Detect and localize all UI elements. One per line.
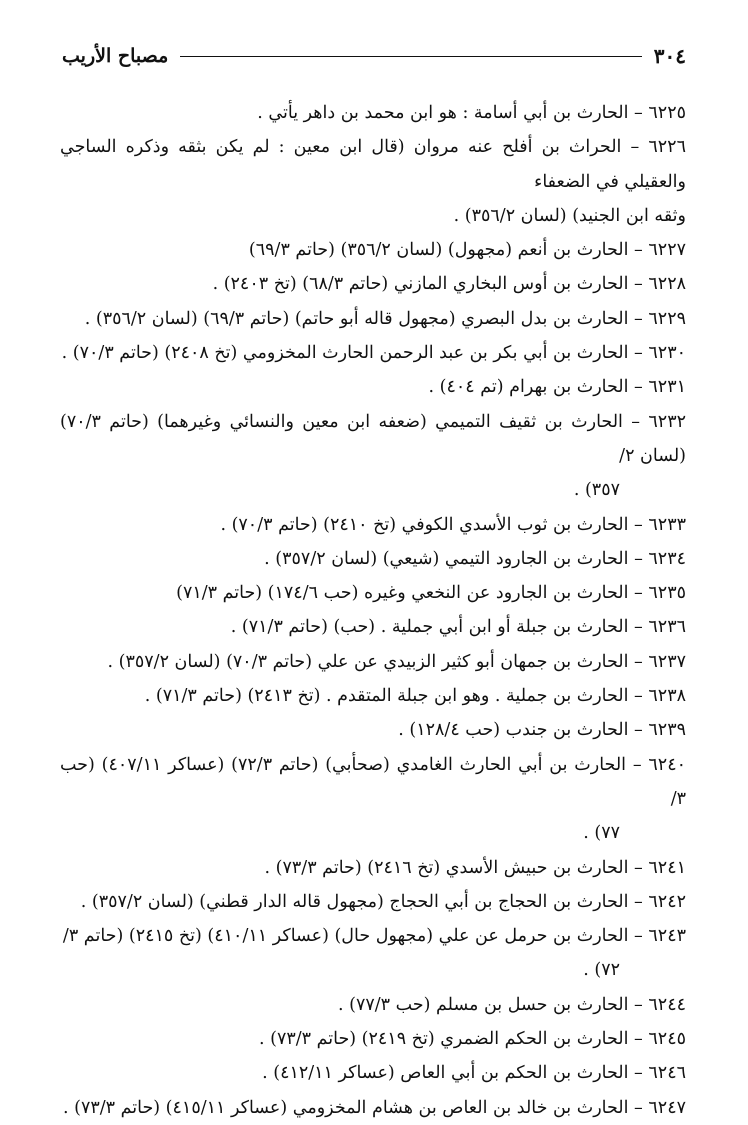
entry-number: ٦٢٣٨: [648, 686, 686, 707]
entry-text: – الحارث بن أوس البخاري المازني (حاتم ٦٨/٣) (تخ ٢٤٠٣) .: [212, 274, 643, 295]
entry-text: – الحارث بن الجارود عن النخعي وغيره (حب ١٧٤/٦) (حاتم ٧١/٣): [176, 583, 643, 604]
entry-20: [60, 1022, 686, 1056]
entry-12: [60, 645, 686, 679]
entry-text: – الحارث بن خالد بن العاص بن هشام المخزومي (عساكر ٤١٥/١١) (حاتم ٧٣/٣) .: [63, 1097, 643, 1118]
entry-14: [60, 713, 686, 747]
entry-continuation: ٣٥٧) .: [573, 480, 620, 501]
entry-number: ٦٢٤٧: [648, 1097, 686, 1118]
entry-text: – الحارث بن جبلة أو ابن أبي جملية . (حب) (حاتم ٧١/٣) .: [230, 617, 643, 638]
entry-number: ٦٢٣٦: [648, 617, 686, 638]
header-rule: [180, 56, 641, 57]
entry-2: [60, 233, 686, 267]
entry-text: – الحارث بن حسل بن مسلم (حب ٧٧/٣) .: [337, 994, 643, 1015]
entry-0: [60, 96, 686, 130]
entry-number: ٦٢٤٣: [648, 926, 686, 947]
entry-number: ٦٢٢٩: [648, 308, 686, 329]
entry-number: ٦٢٣٤: [648, 548, 686, 569]
entry-number: ٦٢٤٤: [648, 994, 686, 1015]
entry-11: [60, 610, 686, 644]
entry-number: ٦٢٤١: [648, 857, 686, 878]
entry-text: – الحارث بن جندب (حب ١٢٨/٤) .: [398, 720, 643, 741]
entry-1: [60, 130, 686, 233]
entry-18: [60, 919, 686, 988]
entry-text: – الحارث بن الحكم الضمري (تخ ٢٤١٩) (حاتم ٧٣/٣) .: [258, 1029, 643, 1050]
entry-13: [60, 679, 686, 713]
entry-number: ٦٢٣٥: [648, 583, 686, 604]
entry-continuation: وثقه ابن الجنيد) (لسان ٣٥٦/٢) .: [453, 205, 686, 226]
entry-text: – الحارث بن بهرام (تم ٤٠٤) .: [428, 377, 643, 398]
page-header: [62, 40, 686, 72]
entry-number: ٦٢٢٥: [648, 103, 686, 123]
entry-text: – الحارث بن أبي بكر بن عبد الرحمن الحارث المخزومي (تخ ٢٤٠٨) (حاتم ٧٠/٣) .: [61, 343, 643, 364]
entry-text: – الحارث بن حرمل عن علي (مجهول حال) (عساكر ٤١٠/١١) (تخ ٢٤١٥) (حاتم ٣/: [62, 926, 643, 947]
entry-text: – الحارث بن الحجاج بن أبي الحجاج (مجهول قاله الدار قطني) (لسان ٣٥٧/٢) .: [80, 891, 643, 912]
entry-number: ٦٢٤٦: [648, 1063, 686, 1084]
entry-continuation: ٧٧) .: [583, 823, 620, 844]
entry-22: [60, 1091, 686, 1125]
entry-number: ٦٢٣٢: [648, 411, 686, 432]
entry-text: – الحارث بن أنعم (مجهول) (لسان ٣٥٦/٢) (حاتم ٦٩/٣): [248, 240, 643, 261]
page-number: ٣٠٤: [653, 44, 686, 68]
entry-text: – الحارث بن الحكم بن أبي العاص (عساكر ٤١٢/١١) .: [262, 1063, 643, 1084]
entry-number: ٦٢٢٧: [648, 240, 686, 261]
entry-text: – الحارث بن الجارود التيمي (شيعي) (لسان ٣٥٧/٢) .: [264, 548, 643, 569]
entry-number: ٦٢٣٣: [648, 514, 686, 535]
entry-19: [60, 988, 686, 1022]
entry-10: [60, 576, 686, 610]
entry-text: – الحارث بن جملية . وهو ابن جبلة المتقدم . (تخ ٢٤١٣) (حاتم ٧١/٣) .: [144, 686, 643, 707]
entry-text: – الحارث بن ثوب الأسدي الكوفي (تخ ٢٤١٠) (حاتم ٧٠/٣) .: [220, 514, 643, 535]
entry-number: ٦٢٤٥: [648, 1029, 686, 1050]
entry-8: [60, 508, 686, 542]
entry-text: – الحراث بن أفلح عنه مروان (قال ابن معين : لم يكن بثقه وذكره الساجي والعقيلي في الضعفاء: [60, 137, 686, 192]
entry-list: [60, 96, 686, 1125]
entry-text: – الحارث بن أبي أسامة : هو ابن محمد بن داهر يأتي .: [257, 103, 643, 123]
entry-6: [60, 370, 686, 404]
entry-9: [60, 542, 686, 576]
entry-number: ٦٢٣٠: [648, 343, 686, 364]
entry-3: [60, 267, 686, 301]
entry-number: ٦٢٤٠: [648, 754, 686, 775]
entry-number: ٦٢٤٢: [648, 891, 686, 912]
entry-number: ٦٢٣٩: [648, 720, 686, 741]
entry-number: ٦٢٣٧: [648, 651, 686, 672]
entry-4: [60, 302, 686, 336]
entry-5: [60, 336, 686, 370]
entry-21: [60, 1056, 686, 1090]
entry-15: [60, 748, 686, 851]
entry-number: ٦٢٢٦: [648, 137, 686, 158]
entry-16: [60, 851, 686, 885]
book-title: مصباح الأريب: [62, 45, 169, 67]
entry-text: – الحارث بن بدل البصري (مجهول قاله أبو حاتم) (حاتم ٦٩/٣) (لسان ٣٥٦/٢) .: [84, 308, 643, 329]
entry-text: – الحارث بن جمهان أبو كثير الزبيدي عن علي (حاتم ٧٠/٣) (لسان ٣٥٧/٢) .: [107, 651, 643, 672]
entry-number: ٦٢٣١: [648, 377, 686, 398]
entry-17: [60, 885, 686, 919]
entry-7: [60, 405, 686, 508]
entry-text: – الحارث بن حبيش الأسدي (تخ ٢٤١٦) (حاتم ٧٣/٣) .: [264, 857, 643, 878]
entry-number: ٦٢٢٨: [648, 274, 686, 295]
entry-continuation: ٧٢) .: [583, 960, 620, 981]
entry-text: – الحارث بن أبي الحارث الغامدي (صحأبي) (حاتم ٧٢/٣) (عساكر ٤٠٧/١١) (حب ٣/: [60, 754, 686, 809]
entry-text: – الحارث بن ثقيف التميمي (ضعفه ابن معين والنسائي وغيرهما) (حاتم ٧٠/٣) (لسان ٢/: [60, 411, 686, 466]
